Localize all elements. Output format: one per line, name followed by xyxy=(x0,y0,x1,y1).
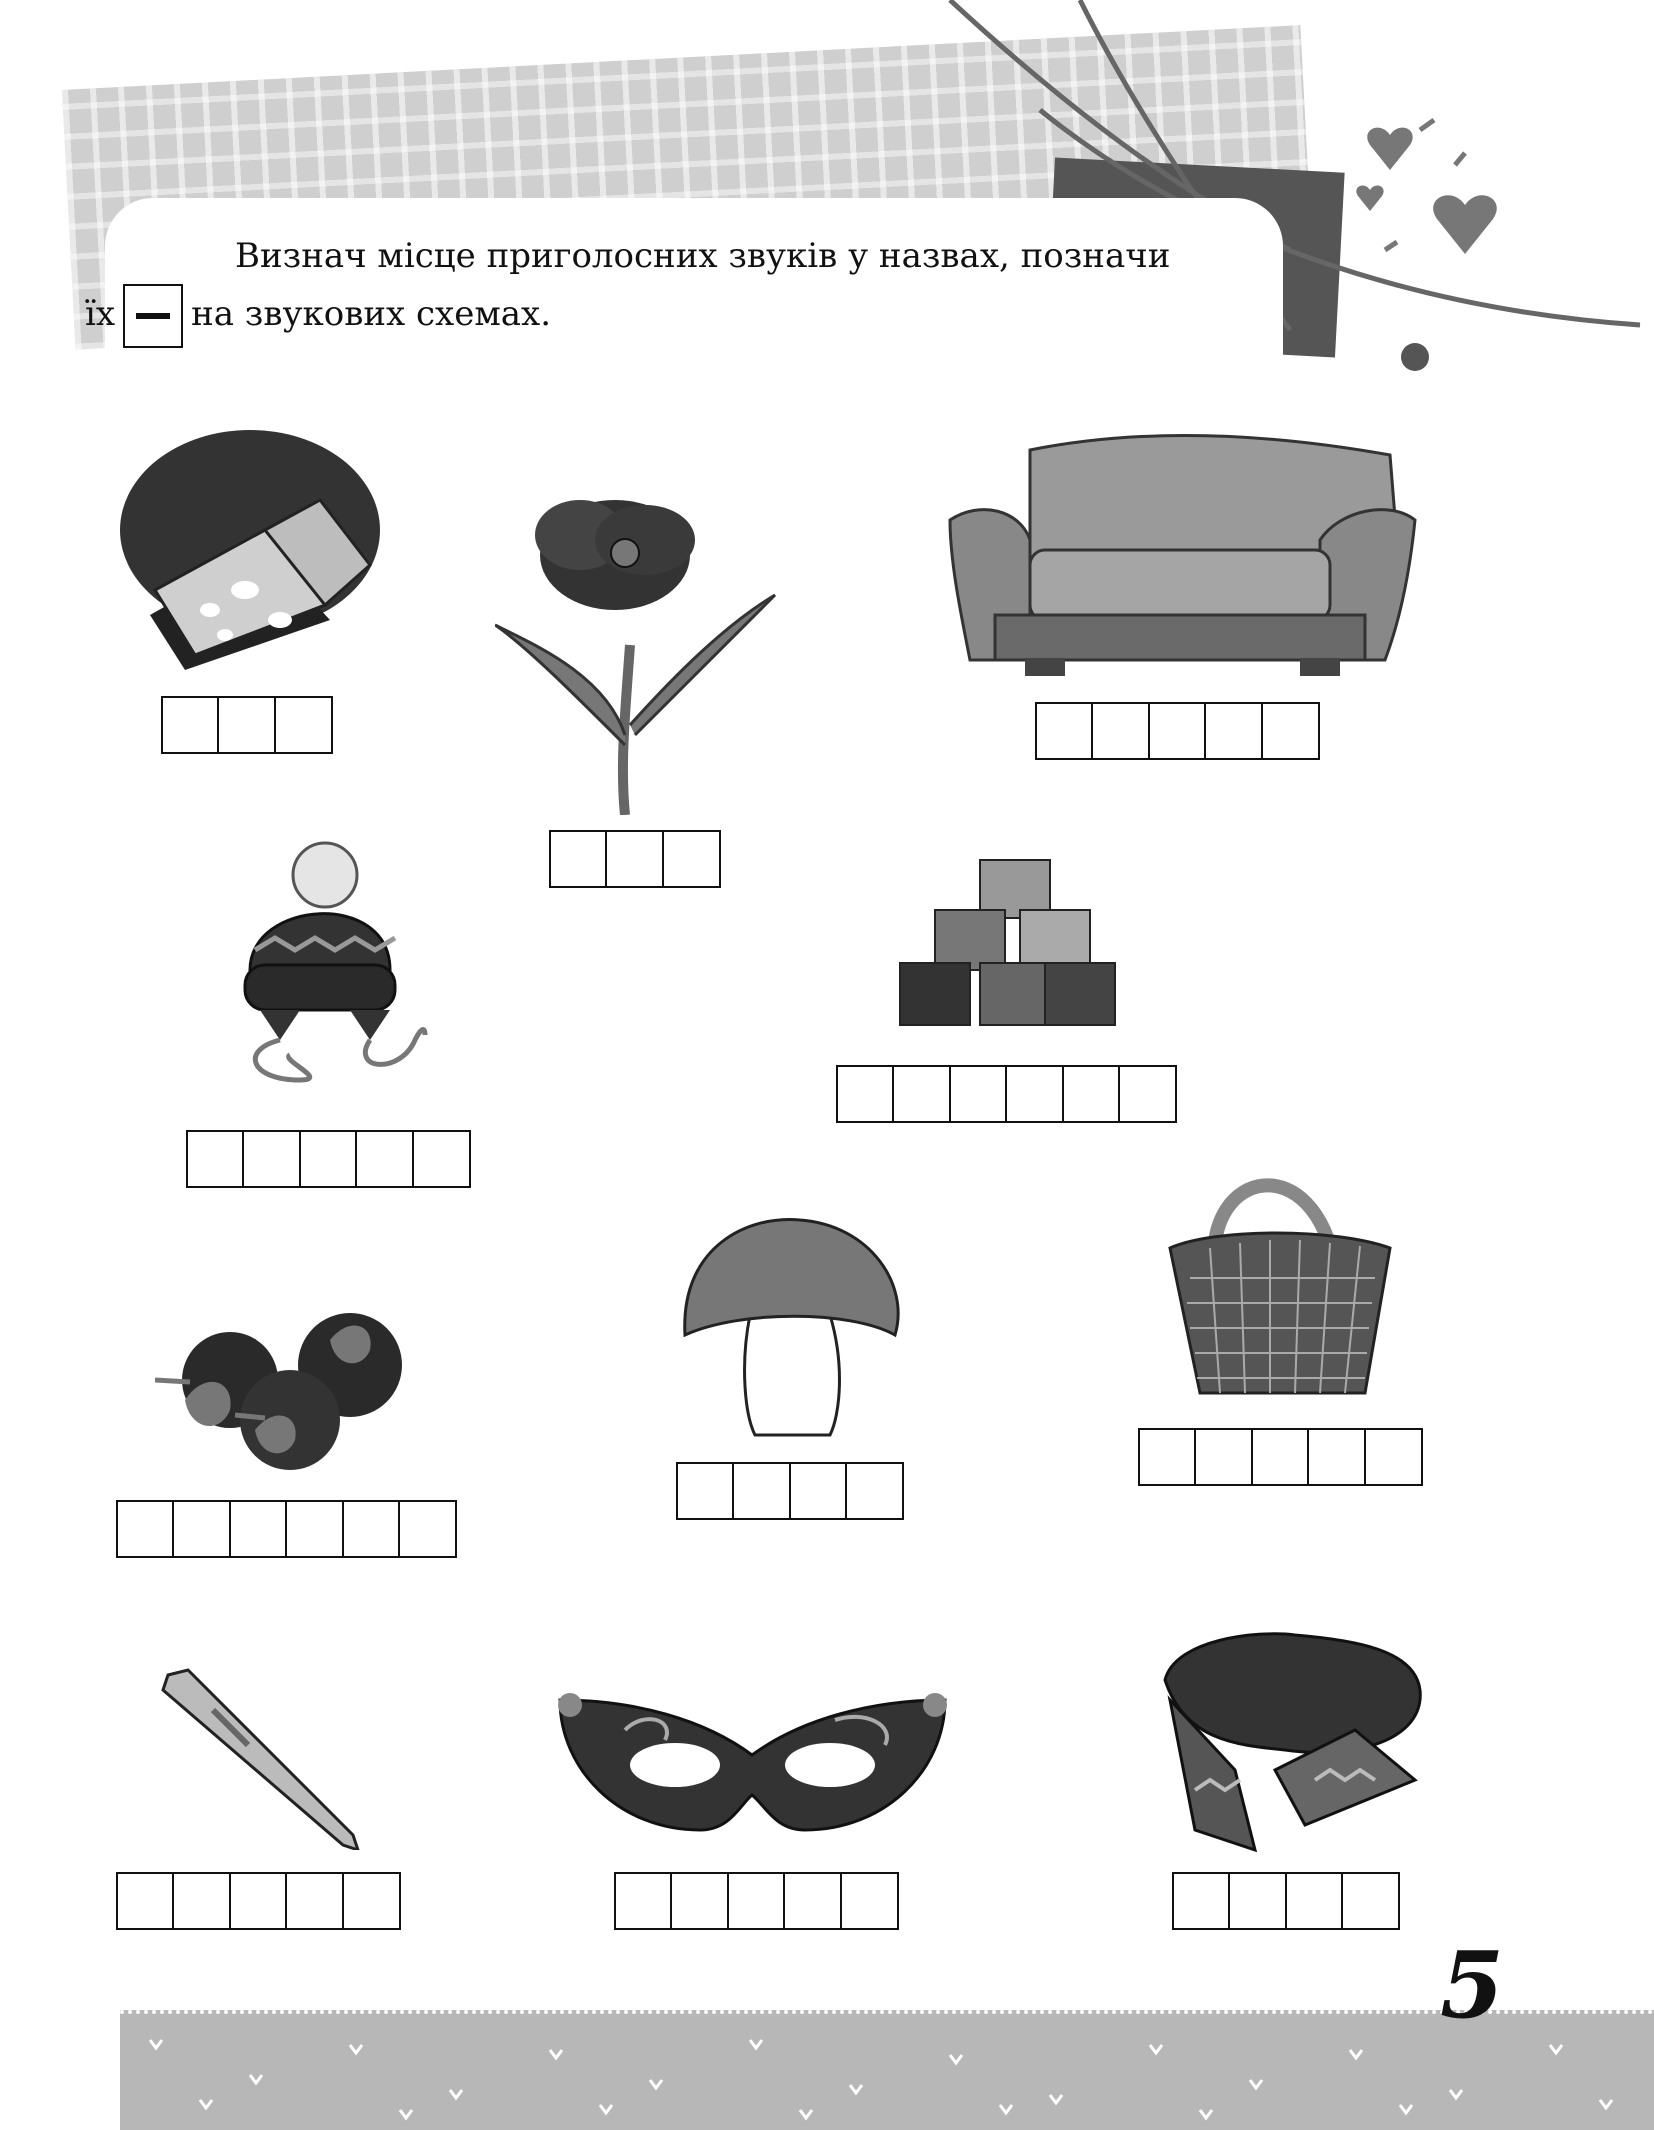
sound-scheme-poppy xyxy=(551,830,721,888)
sound-box[interactable] xyxy=(1138,1428,1197,1486)
sofa-picture xyxy=(930,430,1420,680)
sound-scheme-hat xyxy=(188,1130,471,1188)
sound-box[interactable] xyxy=(670,1872,729,1930)
sound-box[interactable] xyxy=(1148,702,1207,760)
sound-scheme-mushroom xyxy=(678,1462,904,1520)
sound-box[interactable] xyxy=(342,1872,401,1930)
sound-box[interactable] xyxy=(285,1500,344,1558)
sound-box[interactable] xyxy=(836,1065,895,1123)
mushroom-picture xyxy=(680,1215,900,1440)
sound-box[interactable] xyxy=(1341,1872,1400,1930)
sound-box[interactable] xyxy=(242,1130,301,1188)
sound-box[interactable] xyxy=(161,696,220,754)
sound-box[interactable] xyxy=(1307,1428,1366,1486)
sound-box[interactable] xyxy=(1261,702,1320,760)
sound-box[interactable] xyxy=(549,830,608,888)
sound-box[interactable] xyxy=(1285,1872,1344,1930)
sound-scheme-scarf xyxy=(1174,1872,1400,1930)
sound-box[interactable] xyxy=(949,1065,1008,1123)
sound-box[interactable] xyxy=(1062,1065,1121,1123)
sound-scheme-cheese xyxy=(163,696,333,754)
sound-box[interactable] xyxy=(892,1065,951,1123)
consonant-mark-icon xyxy=(123,284,183,348)
sound-box[interactable] xyxy=(1118,1065,1177,1123)
task-instruction xyxy=(85,228,1220,348)
sound-box[interactable] xyxy=(789,1462,848,1520)
sound-box[interactable] xyxy=(1035,702,1094,760)
sound-scheme-blackberries xyxy=(118,1500,457,1558)
heart-icon xyxy=(1367,128,1412,170)
task-line2-prefix: їх xyxy=(85,294,116,334)
cheese-picture xyxy=(115,430,385,680)
sound-scheme-cubes xyxy=(838,1065,1177,1123)
sound-scheme-basket xyxy=(1140,1428,1423,1486)
sound-box[interactable] xyxy=(605,830,664,888)
sound-box[interactable] xyxy=(355,1130,414,1188)
sound-box[interactable] xyxy=(1228,1872,1287,1930)
sound-scheme-pen xyxy=(118,1872,401,1930)
sound-box[interactable] xyxy=(1005,1065,1064,1123)
sound-box[interactable] xyxy=(676,1462,735,1520)
sound-box[interactable] xyxy=(186,1130,245,1188)
bead-icon xyxy=(1401,343,1429,371)
sound-box[interactable] xyxy=(172,1872,231,1930)
sound-box[interactable] xyxy=(342,1500,401,1558)
sound-box[interactable] xyxy=(274,696,333,754)
mask-picture xyxy=(555,1680,950,1840)
task-line2-suffix: на звукових схемах. xyxy=(191,294,552,334)
cubes-picture xyxy=(895,855,1125,1030)
task-line1: Визнач місце приголосних звуків у назвах, позначи xyxy=(235,236,1171,276)
sound-box[interactable] xyxy=(285,1872,344,1930)
scarf-picture xyxy=(1155,1630,1430,1855)
sound-box[interactable] xyxy=(229,1872,288,1930)
sound-box[interactable] xyxy=(172,1500,231,1558)
sound-box[interactable] xyxy=(1091,702,1150,760)
sound-box[interactable] xyxy=(299,1130,358,1188)
sound-box[interactable] xyxy=(412,1130,471,1188)
sound-box[interactable] xyxy=(217,696,276,754)
hat-picture xyxy=(240,840,430,1090)
sound-box[interactable] xyxy=(398,1500,457,1558)
sound-box[interactable] xyxy=(116,1872,175,1930)
sound-box[interactable] xyxy=(116,1500,175,1558)
sound-box[interactable] xyxy=(1251,1428,1310,1486)
pen-picture xyxy=(158,1665,368,1850)
sound-box[interactable] xyxy=(732,1462,791,1520)
sound-box[interactable] xyxy=(1204,702,1263,760)
sound-box[interactable] xyxy=(783,1872,842,1930)
sound-box[interactable] xyxy=(727,1872,786,1930)
sound-box[interactable] xyxy=(229,1500,288,1558)
sound-scheme-sofa xyxy=(1037,702,1320,760)
poppy-picture xyxy=(495,495,785,815)
basket-picture xyxy=(1165,1158,1395,1403)
blackberries-picture xyxy=(155,1310,425,1480)
sound-box[interactable] xyxy=(840,1872,899,1930)
heart-icon xyxy=(1433,195,1497,254)
heart-icon xyxy=(1356,186,1383,211)
sound-box[interactable] xyxy=(1194,1428,1253,1486)
sound-box[interactable] xyxy=(662,830,721,888)
sound-box[interactable] xyxy=(1172,1872,1231,1930)
sound-box[interactable] xyxy=(1364,1428,1423,1486)
footer-pattern xyxy=(120,2020,1654,2126)
sound-box[interactable] xyxy=(845,1462,904,1520)
sound-box[interactable] xyxy=(614,1872,673,1930)
page-number: 5 xyxy=(1440,1931,1505,2039)
sound-scheme-mask xyxy=(616,1872,899,1930)
